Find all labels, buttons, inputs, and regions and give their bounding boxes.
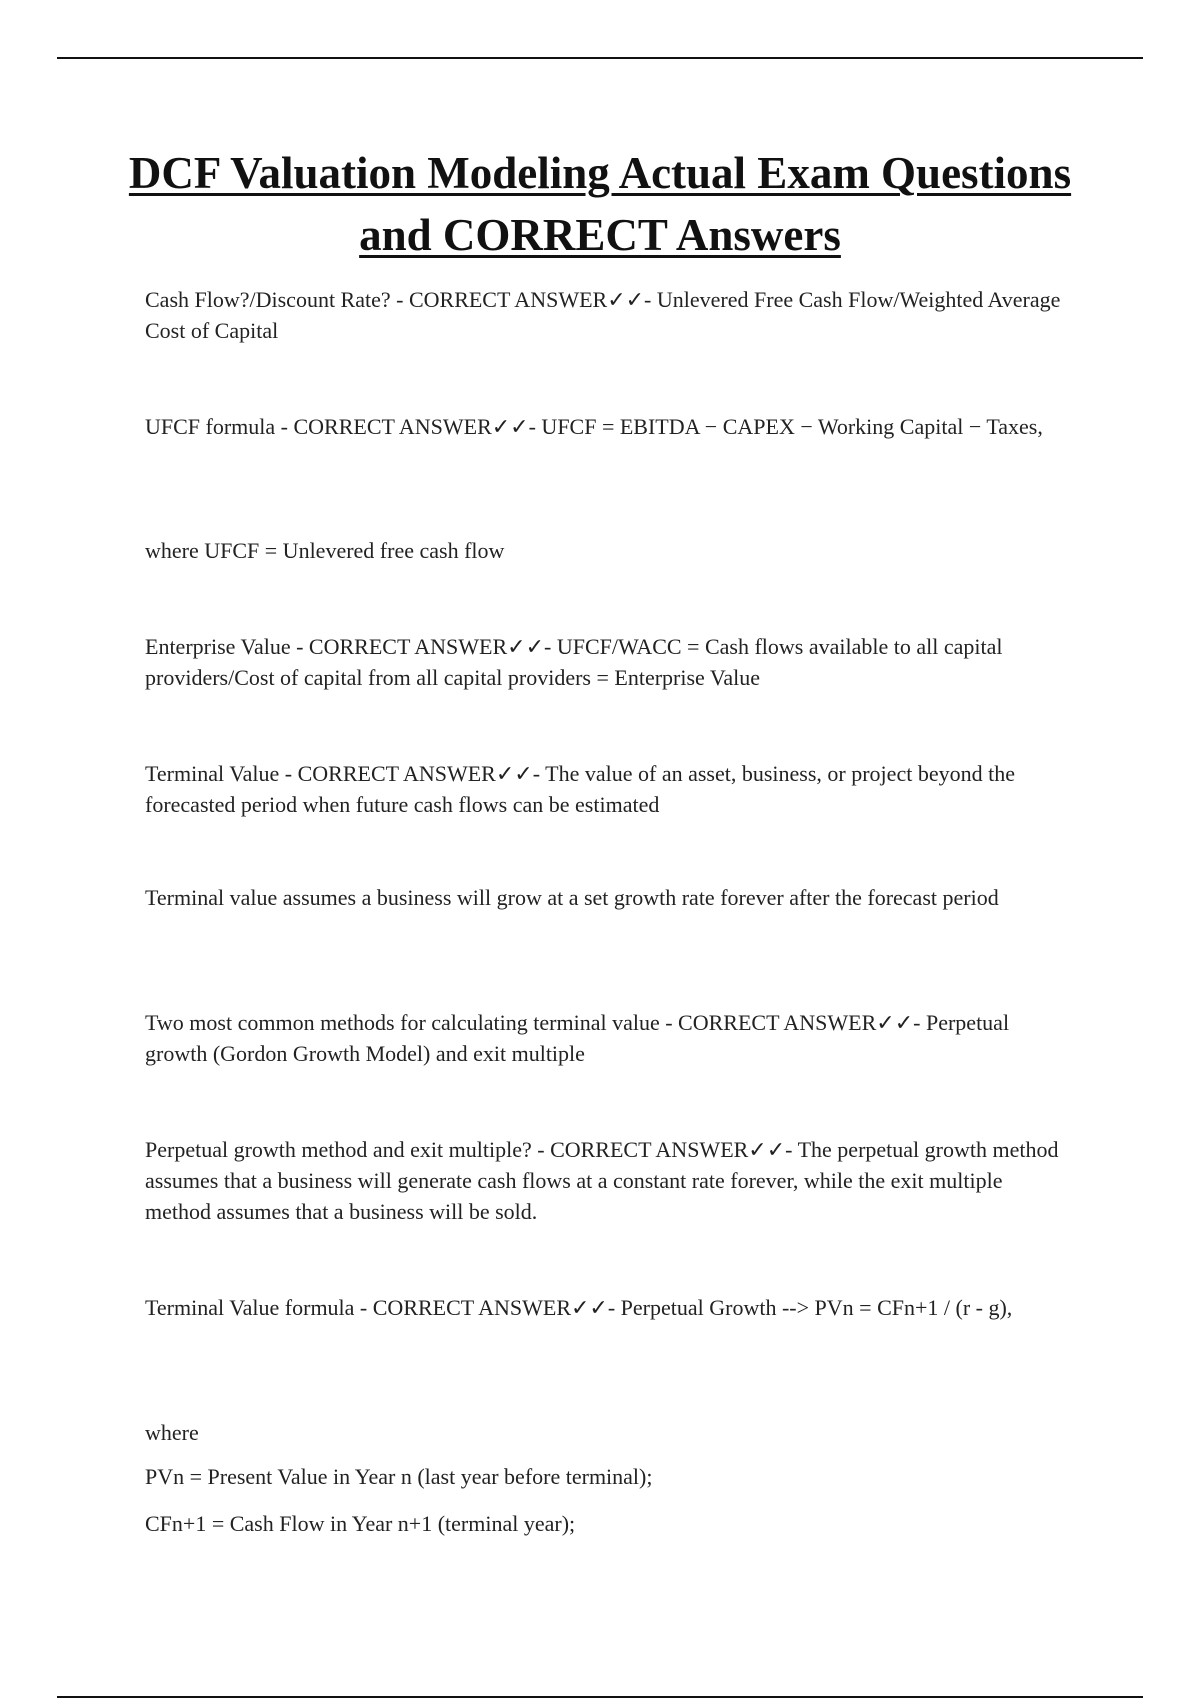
paragraph-terminal-value: Terminal Value - CORRECT ANSWER✓✓- The value of an asset, business, or project beyond the forecasted period when future cash flows can be estimated bbox=[145, 761, 1021, 817]
paragraph-ufcf-formula: UFCF formula - CORRECT ANSWER✓✓- UFCF = EBITDA − CAPEX − Working Capital − Taxes, bbox=[145, 414, 1043, 439]
document-title: DCF Valuation Modeling Actual Exam Questions and CORRECT Answers bbox=[128, 148, 1072, 260]
paragraph-enterprise-value: Enterprise Value - CORRECT ANSWER✓✓- UFCF/WACC = Cash flows available to all capital providers/Cost of capital from all capital providers = Enterprise Value bbox=[145, 634, 1008, 690]
paragraph-cash-flow-discount-rate: Cash Flow?/Discount Rate? - CORRECT ANSWER✓✓- Unlevered Free Cash Flow/Weighted Average Cost of Capital bbox=[145, 287, 1066, 343]
top-rule bbox=[57, 57, 1143, 59]
paragraph-terminal-value-methods: Two most common methods for calculating terminal value - CORRECT ANSWER✓✓- Perpetual growth (Gordon Growth Model) and exit multiple bbox=[145, 1010, 1015, 1066]
paragraph-terminal-value-formula: Terminal Value formula - CORRECT ANSWER✓✓- Perpetual Growth --> PVn = CFn+1 / (r - g), bbox=[145, 1295, 1013, 1320]
paragraph-pvn-definition: PVn = Present Value in Year n (last year before terminal); bbox=[145, 1464, 653, 1489]
paragraph-terminal-value-assumption: Terminal value assumes a business will grow at a set growth rate forever after the forecast period bbox=[145, 885, 999, 910]
bottom-rule bbox=[57, 1696, 1143, 1698]
paragraph-where: where bbox=[145, 1420, 199, 1445]
paragraph-cfn1-definition: CFn+1 = Cash Flow in Year n+1 (terminal year); bbox=[145, 1511, 576, 1536]
paragraph-perpetual-vs-exit: Perpetual growth method and exit multiple? - CORRECT ANSWER✓✓- The perpetual growth method assumes that a business will generate cash flows at a constant rate forever, while the exit multiple method assumes that a business will be sold. bbox=[145, 1137, 1064, 1224]
paragraph-ufcf-definition: where UFCF = Unlevered free cash flow bbox=[145, 538, 505, 563]
